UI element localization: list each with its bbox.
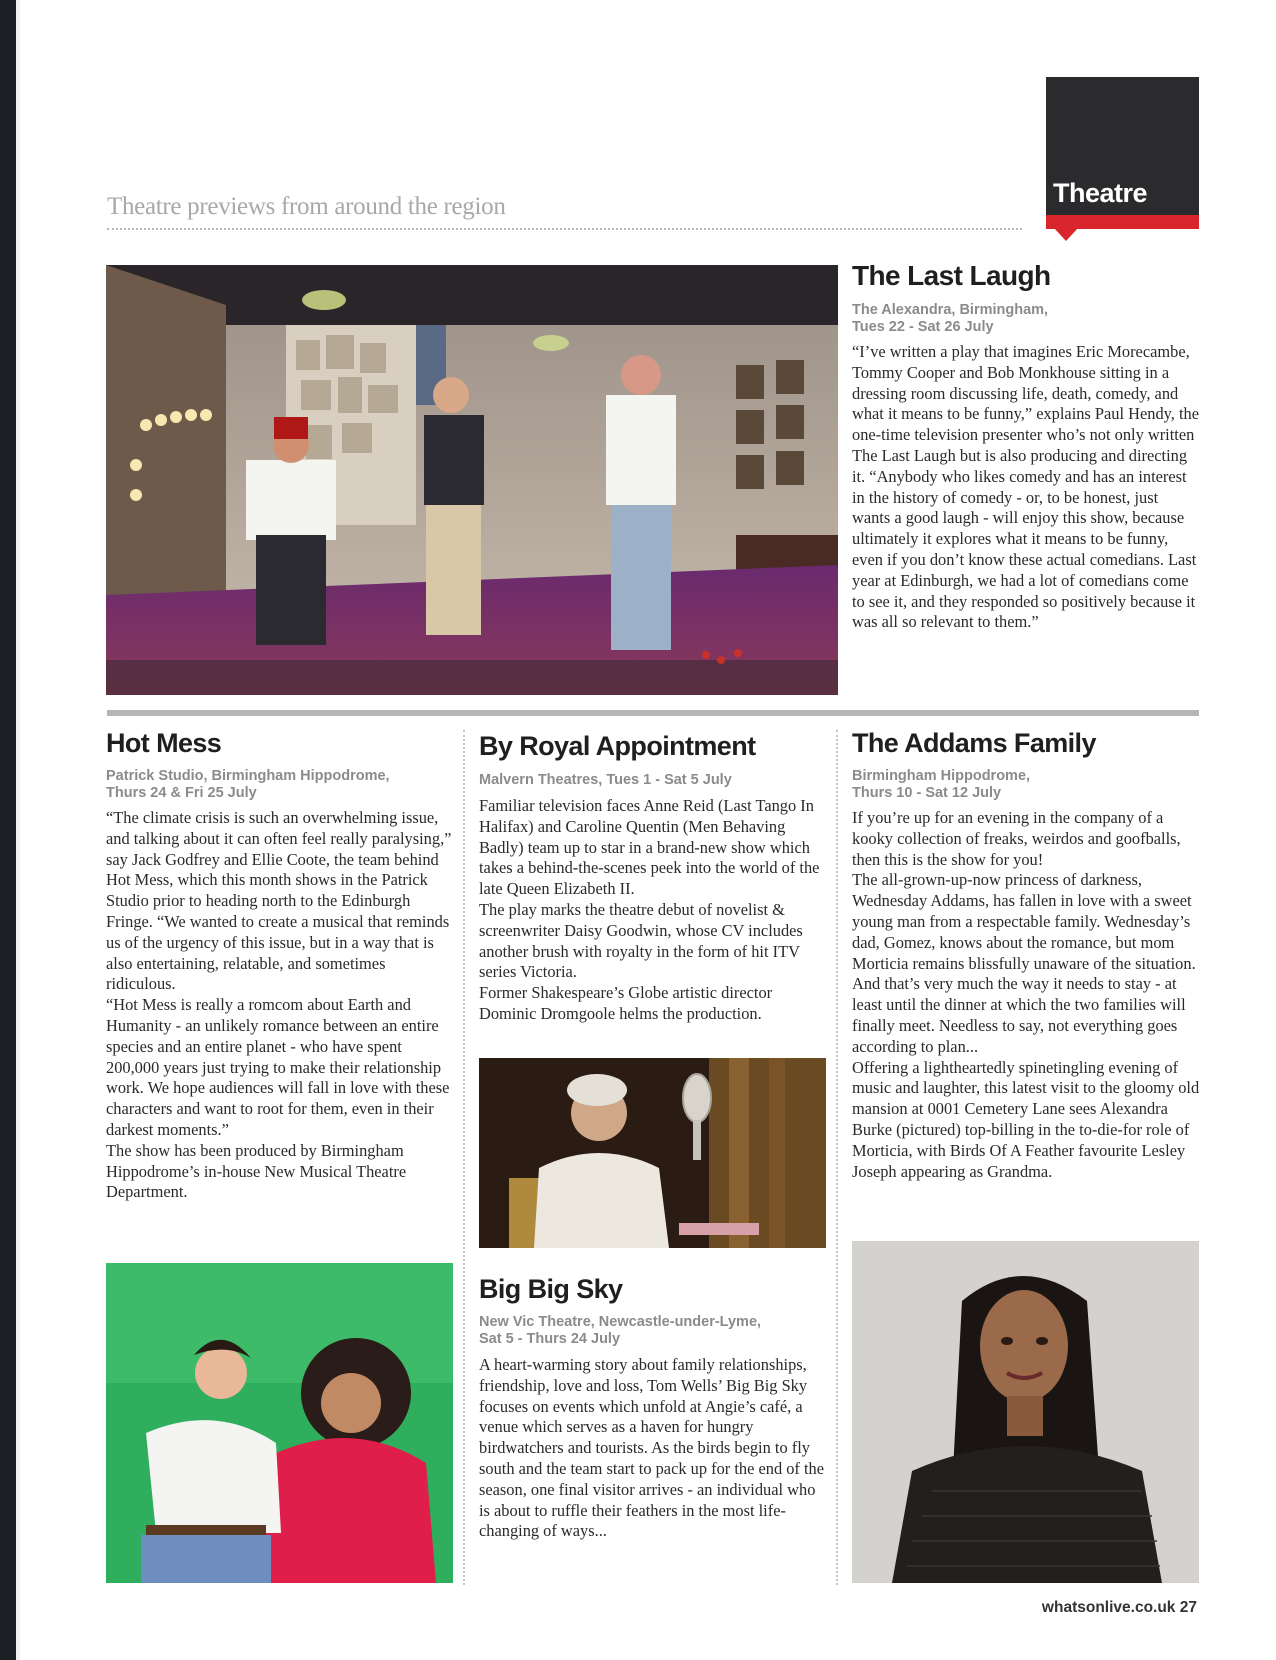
section-tab-label: Theatre [1053,178,1148,208]
paragraph: The all-grown-up-now princess of darkness, Wednesday Addams, has fallen in love with a sweet young man from a respectable family. Wednesday’s dad, Gomez, knows about the romance, but mom Morticia remains blissfully unaware of the situation. And that’s very much the way it needs to stay - at least until the dinner at which the two families will finally meet. Needless to say, not everything goes according to plan... [852,870,1196,1056]
paragraph: Offering a lightheartedly spinetingling evening of music and laughter, this latest visit to the gloomy old mansion at 0001 Cemetery Lane sees Alexandra Burke (pictured) top-billing in the to-die-for role of Morticia, with Birds Of A Feather favourite Lesley Joseph appearing as Grandma. [852,1057,1200,1181]
paragraph: If you’re up for an evening in the company of a kooky collection of freaks, weirdos and goofballs, then this is the show for you! [852,808,1181,869]
page-footer [1042,1599,1197,1617]
paragraph: The play marks the theatre debut of novelist & screenwriter Daisy Goodwin, whose CV includes another brush with royalty in the form of hit ITV series Victoria. [479,899,803,982]
venue-line: Tues 22 - Sat 26 July [852,319,994,335]
venue-line: Thurs 10 - Sat 12 July [852,785,1002,801]
paragraph: Former Shakespeare’s Globe artistic director Dominic Dromgoole helms the production. [479,983,773,1023]
footer-site: whatsonlive.co.uk [1041,1599,1176,1616]
venue-line: Birmingham Hippodrome, [852,768,1031,784]
paragraph: A heart-warming story about family relationships, friendship, love and loss, Tom Wells’ Big Big Sky focuses on events which unfold at Angie’s café, a venue which serves as a haven for hungry birdwatchers and tourists. As the birds begin to fly south and the team start to pack up for the end of the season, one final visitor arrives - an individual who is about to ruffle their feathers in the most life-changing of ways... [479,1355,825,1541]
big-big-sky-title: Big Big Sky [479,1274,623,1304]
section-tab-accent [1046,215,1199,229]
column-divider [463,730,465,1585]
last-laugh-body [852,342,1200,633]
addams-family-body [852,808,1200,1182]
big-big-sky-venue [479,1314,761,1348]
binding-edge [0,0,16,1660]
royal-appointment-body [479,796,829,1025]
royal-appointment-venue [479,772,732,789]
column-divider [836,730,838,1585]
venue-line: Thurs 24 & Fri 25 July [106,785,257,801]
last-laugh-venue [852,302,1048,336]
paragraph: The show has been produced by Birmingham Hippodrome’s in-house New Musical Theatre Department. [106,1140,407,1202]
venue-line: The Alexandra, Birmingham, [852,302,1049,318]
venue-line: Malvern Theatres, Tues 1 - Sat 5 July [479,772,732,788]
venue-line: Sat 5 - Thurs 24 July [479,1331,621,1347]
paragraph: Familiar television faces Anne Reid (Last Tango In Halifax) and Caroline Quentin (Men Behaving Badly) team up to star in a brand-new show which takes a behind-the-scenes peek into the world of the late Queen Elizabeth II. [479,796,820,899]
paragraph: “Hot Mess is really a romcom about Earth and Humanity - an unlikely romance between an entire species and an entire planet - who have spent 200,000 years just trying to make their relationship work. We hope audiences will fall in love with these characters and want to root for them, even in their darkest moments.” [106,995,450,1139]
addams-family-venue [852,768,1030,802]
last-laugh-title: The Last Laugh [852,260,1051,291]
footer-page-number: 27 [1179,1599,1197,1616]
paragraph: “The climate crisis is such an overwhelming issue, and talking about it can often feel really paralysing,” say Jack Godfrey and Ellie Coote, the team behind Hot Mess, which this month shows in the Patrick Studio prior to heading north to the Edinburgh Fringe. “We wanted to create a musical that reminds us of the urgency of this issue, but in a way that is also entertaining, relatable, and sometimes ridiculous. [106,808,452,994]
section-tab-pointer [1054,228,1078,241]
royal-appointment-photo [479,1058,826,1248]
binding-gutter [16,0,20,1660]
big-big-sky-body [479,1355,827,1542]
venue-line: Patrick Studio, Birmingham Hippodrome, [106,768,390,784]
paragraph: “I’ve written a play that imagines Eric Morecambe, Tommy Cooper and Bob Monkhouse sitting in a dressing room discussing life, death, comedy, and what it means to be funny,” explains Paul Hendy, the one-time television presenter who’s not only written The Last Laugh but is also producing and directing it. “Anybody who likes comedy and has an interest in the history of comedy - or, to be honest, just wants a good laugh - will enjoy this show, because ultimately it explores what it means to be funny, even if you don’t know these actual comedians. Last year at Edinburgh, we had a lot of comedians come to see it, and they responded so positively because it was all so relevant to them.” [852,342,1200,632]
hot-mess-photo [106,1263,453,1583]
hot-mess-title: Hot Mess [106,728,222,758]
addams-family-photo [852,1241,1199,1583]
section-kicker: Theatre previews from around the region [107,193,506,220]
hot-mess-body [106,808,452,1203]
royal-appointment-title: By Royal Appointment [479,731,756,761]
venue-line: New Vic Theatre, Newcastle-under-Lyme, [479,1314,762,1330]
kicker-divider [107,228,1022,230]
hot-mess-venue [106,768,390,802]
last-laugh-photo [106,265,838,695]
section-divider [107,710,1199,716]
addams-family-title: The Addams Family [852,728,1096,758]
